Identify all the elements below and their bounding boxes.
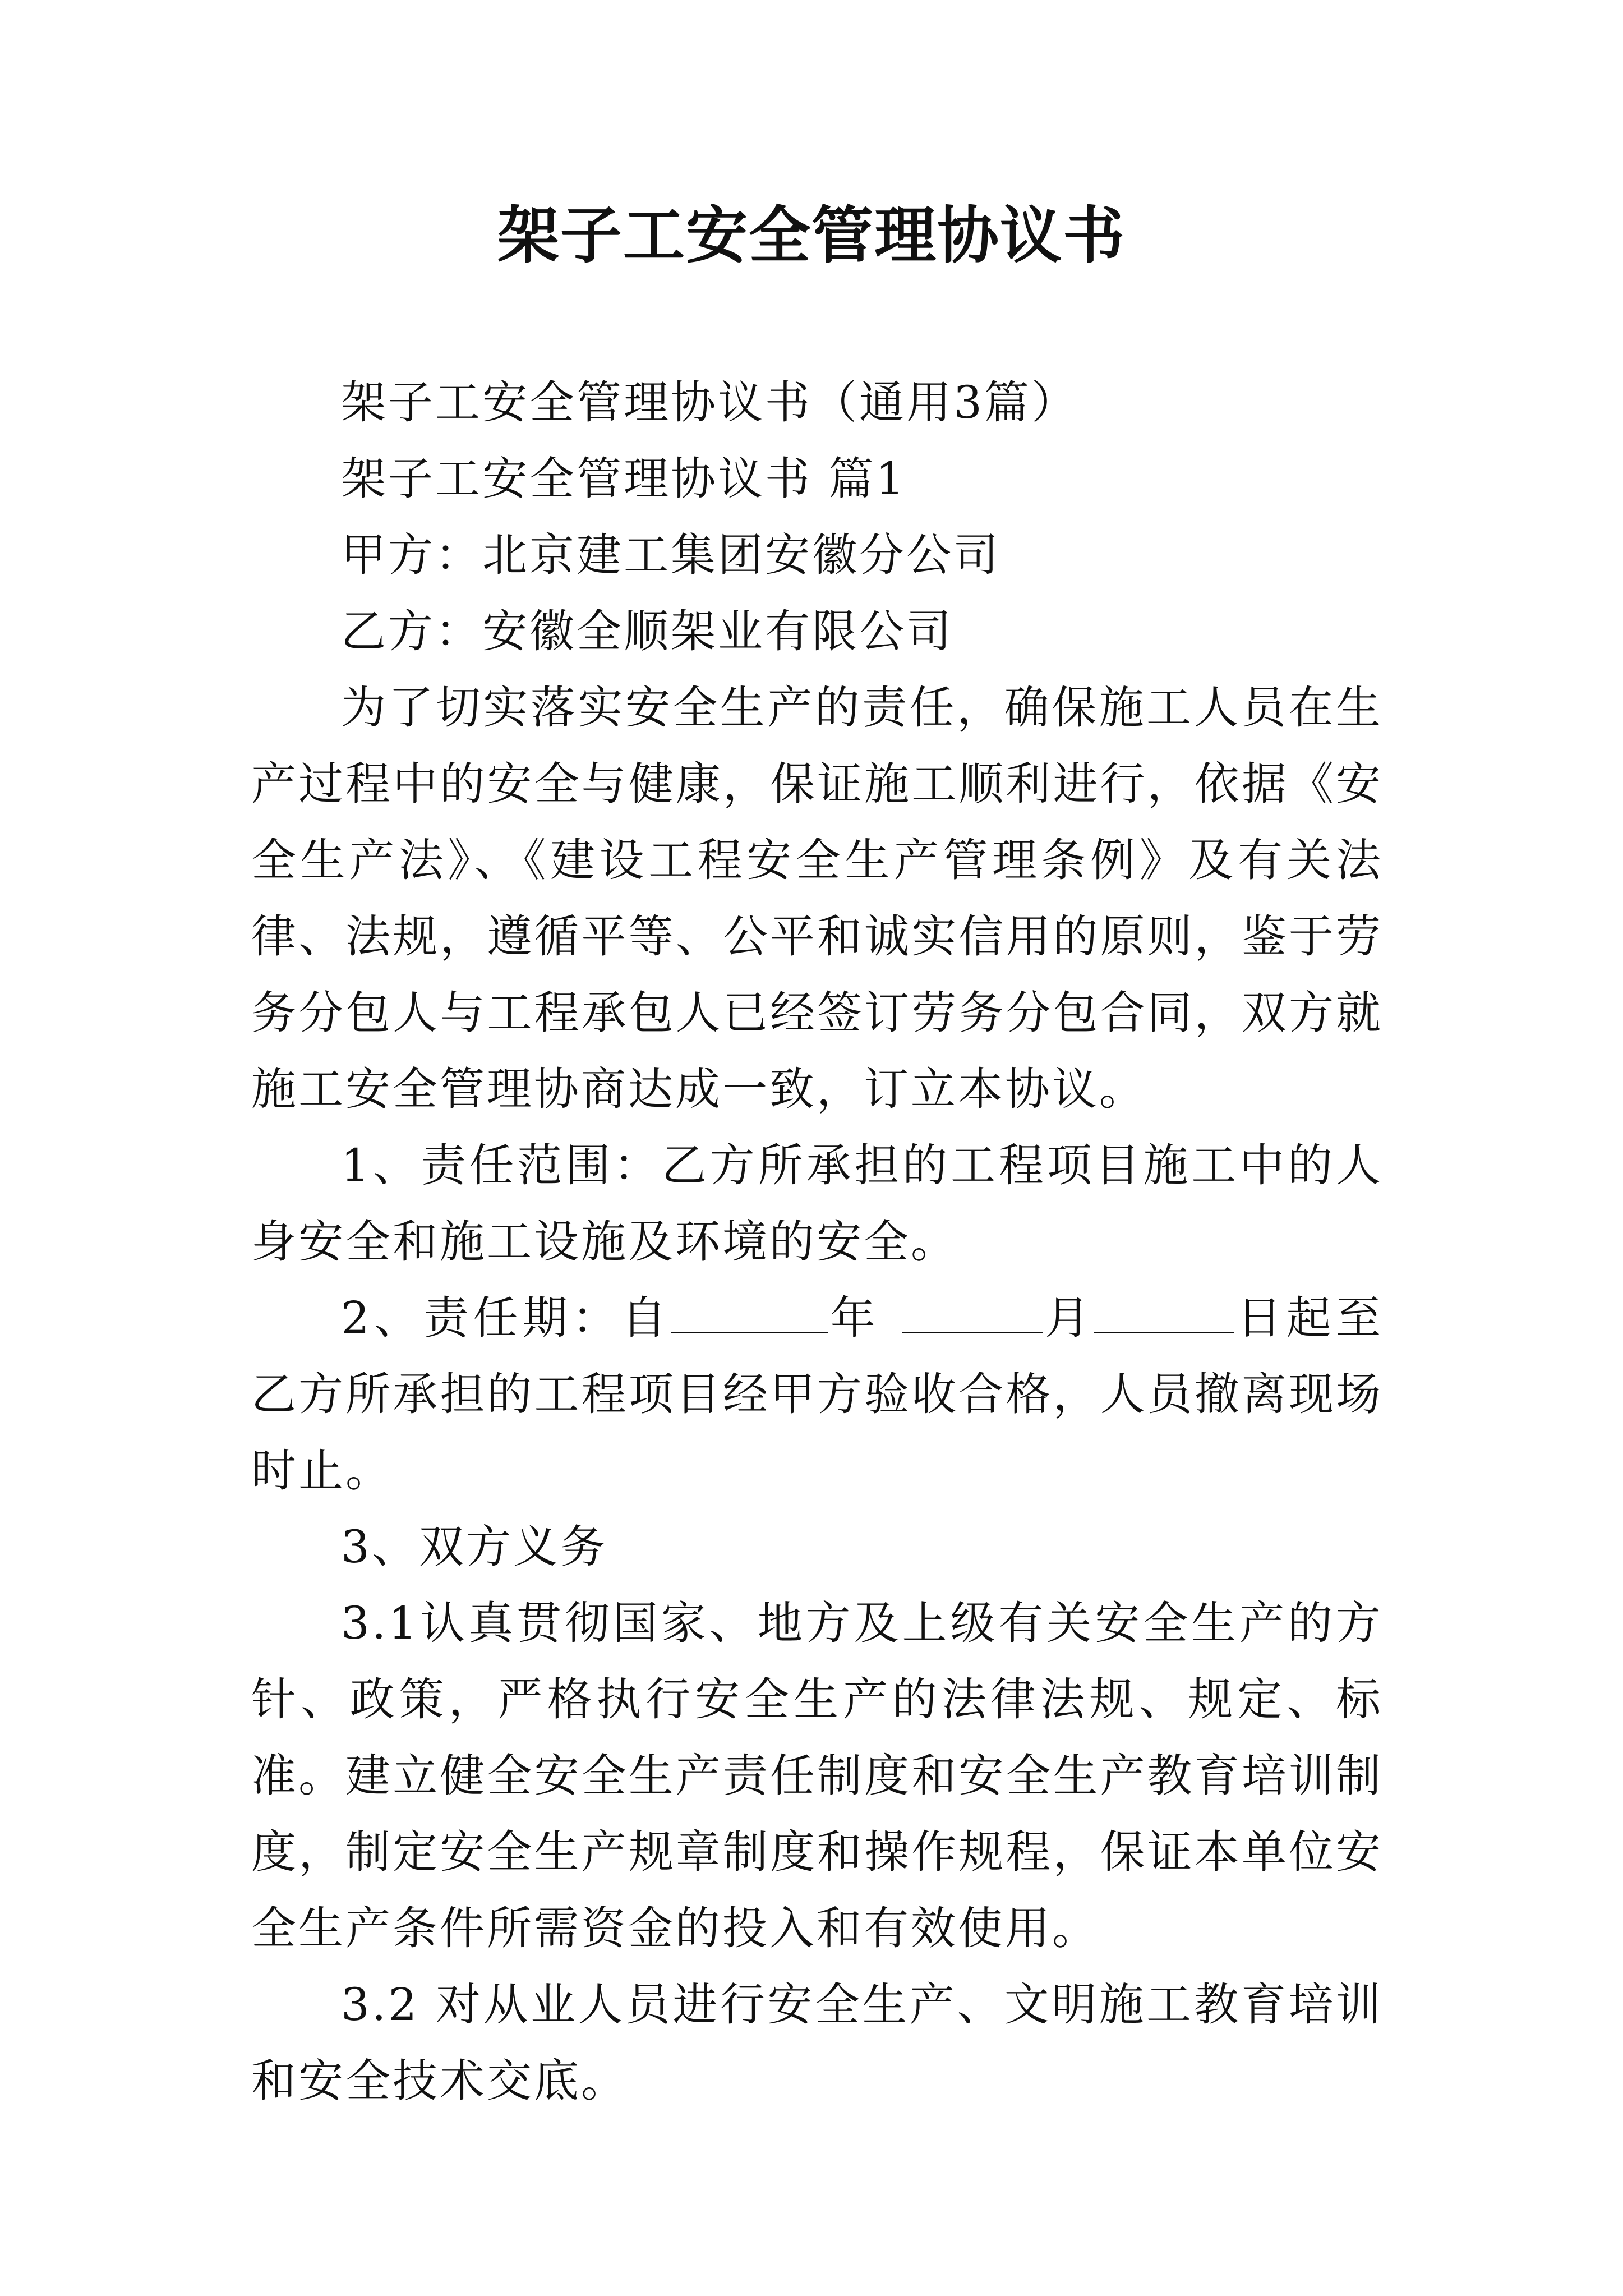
month-blank [902, 1292, 1043, 1333]
party-b: 乙方：安徽全顺架业有限公司 [341, 605, 953, 657]
clause-1: 1、责任范围：乙方所承担的工程项目施工中的人身安全和施工设施及环境的安全。 [251, 1139, 1383, 1268]
intro-paragraph: 为了切实落实安全生产的责任，确保施工人员在生产过程中的安全与健康，保证施工顺利进行，依据《安全生产法》、《建设工程安全生产管理条例》及有关法律、法规，遵循平等、公平和诚实信用的原则，鉴于劳务分包人与工程承包人已经签订劳务分包合同，双方就施工安全管理协商达成一致，订立本协议。 [251, 682, 1383, 1115]
year-blank [671, 1292, 828, 1333]
clause-3-2: 3.2 对从业人员进行安全生产、文明施工教育培训和安全技术交底。 [251, 1978, 1383, 2107]
clause-3-1: 3.1认真贯彻国家、地方及上级有关安全生产的方针、政策，严格执行安全生产的法律法规、规定、标准。建立健全安全生产责任制度和安全生产教育培训制度，制定安全生产规章制度和操作规程，保证本单位安全生产条件所需资金的投入和有效使用。 [251, 1597, 1383, 1954]
party-a: 甲方：北京建工集团安徽分公司 [341, 529, 1000, 581]
document-title: 架子工安全管理协议书 [497, 199, 1126, 272]
clause-2-suffix: 日起至乙方所承担的工程项目经甲方验收合格，人员撤离现场时止。 [251, 1292, 1384, 1497]
clause-2-month: 月 [1042, 1292, 1095, 1344]
document-body [251, 365, 1383, 2119]
clause-2-prefix: 2、责任期：自 [341, 1292, 671, 1344]
day-blank [1094, 1292, 1234, 1333]
clause-3: 3、双方义务 [341, 1521, 607, 1573]
section-heading: 架子工安全管理协议书 篇1 [341, 453, 907, 505]
clause-2 [251, 1280, 1383, 1509]
clause-2-year: 年 [828, 1292, 880, 1344]
subtitle: 架子工安全管理协议书（通用3篇） [341, 376, 1078, 429]
